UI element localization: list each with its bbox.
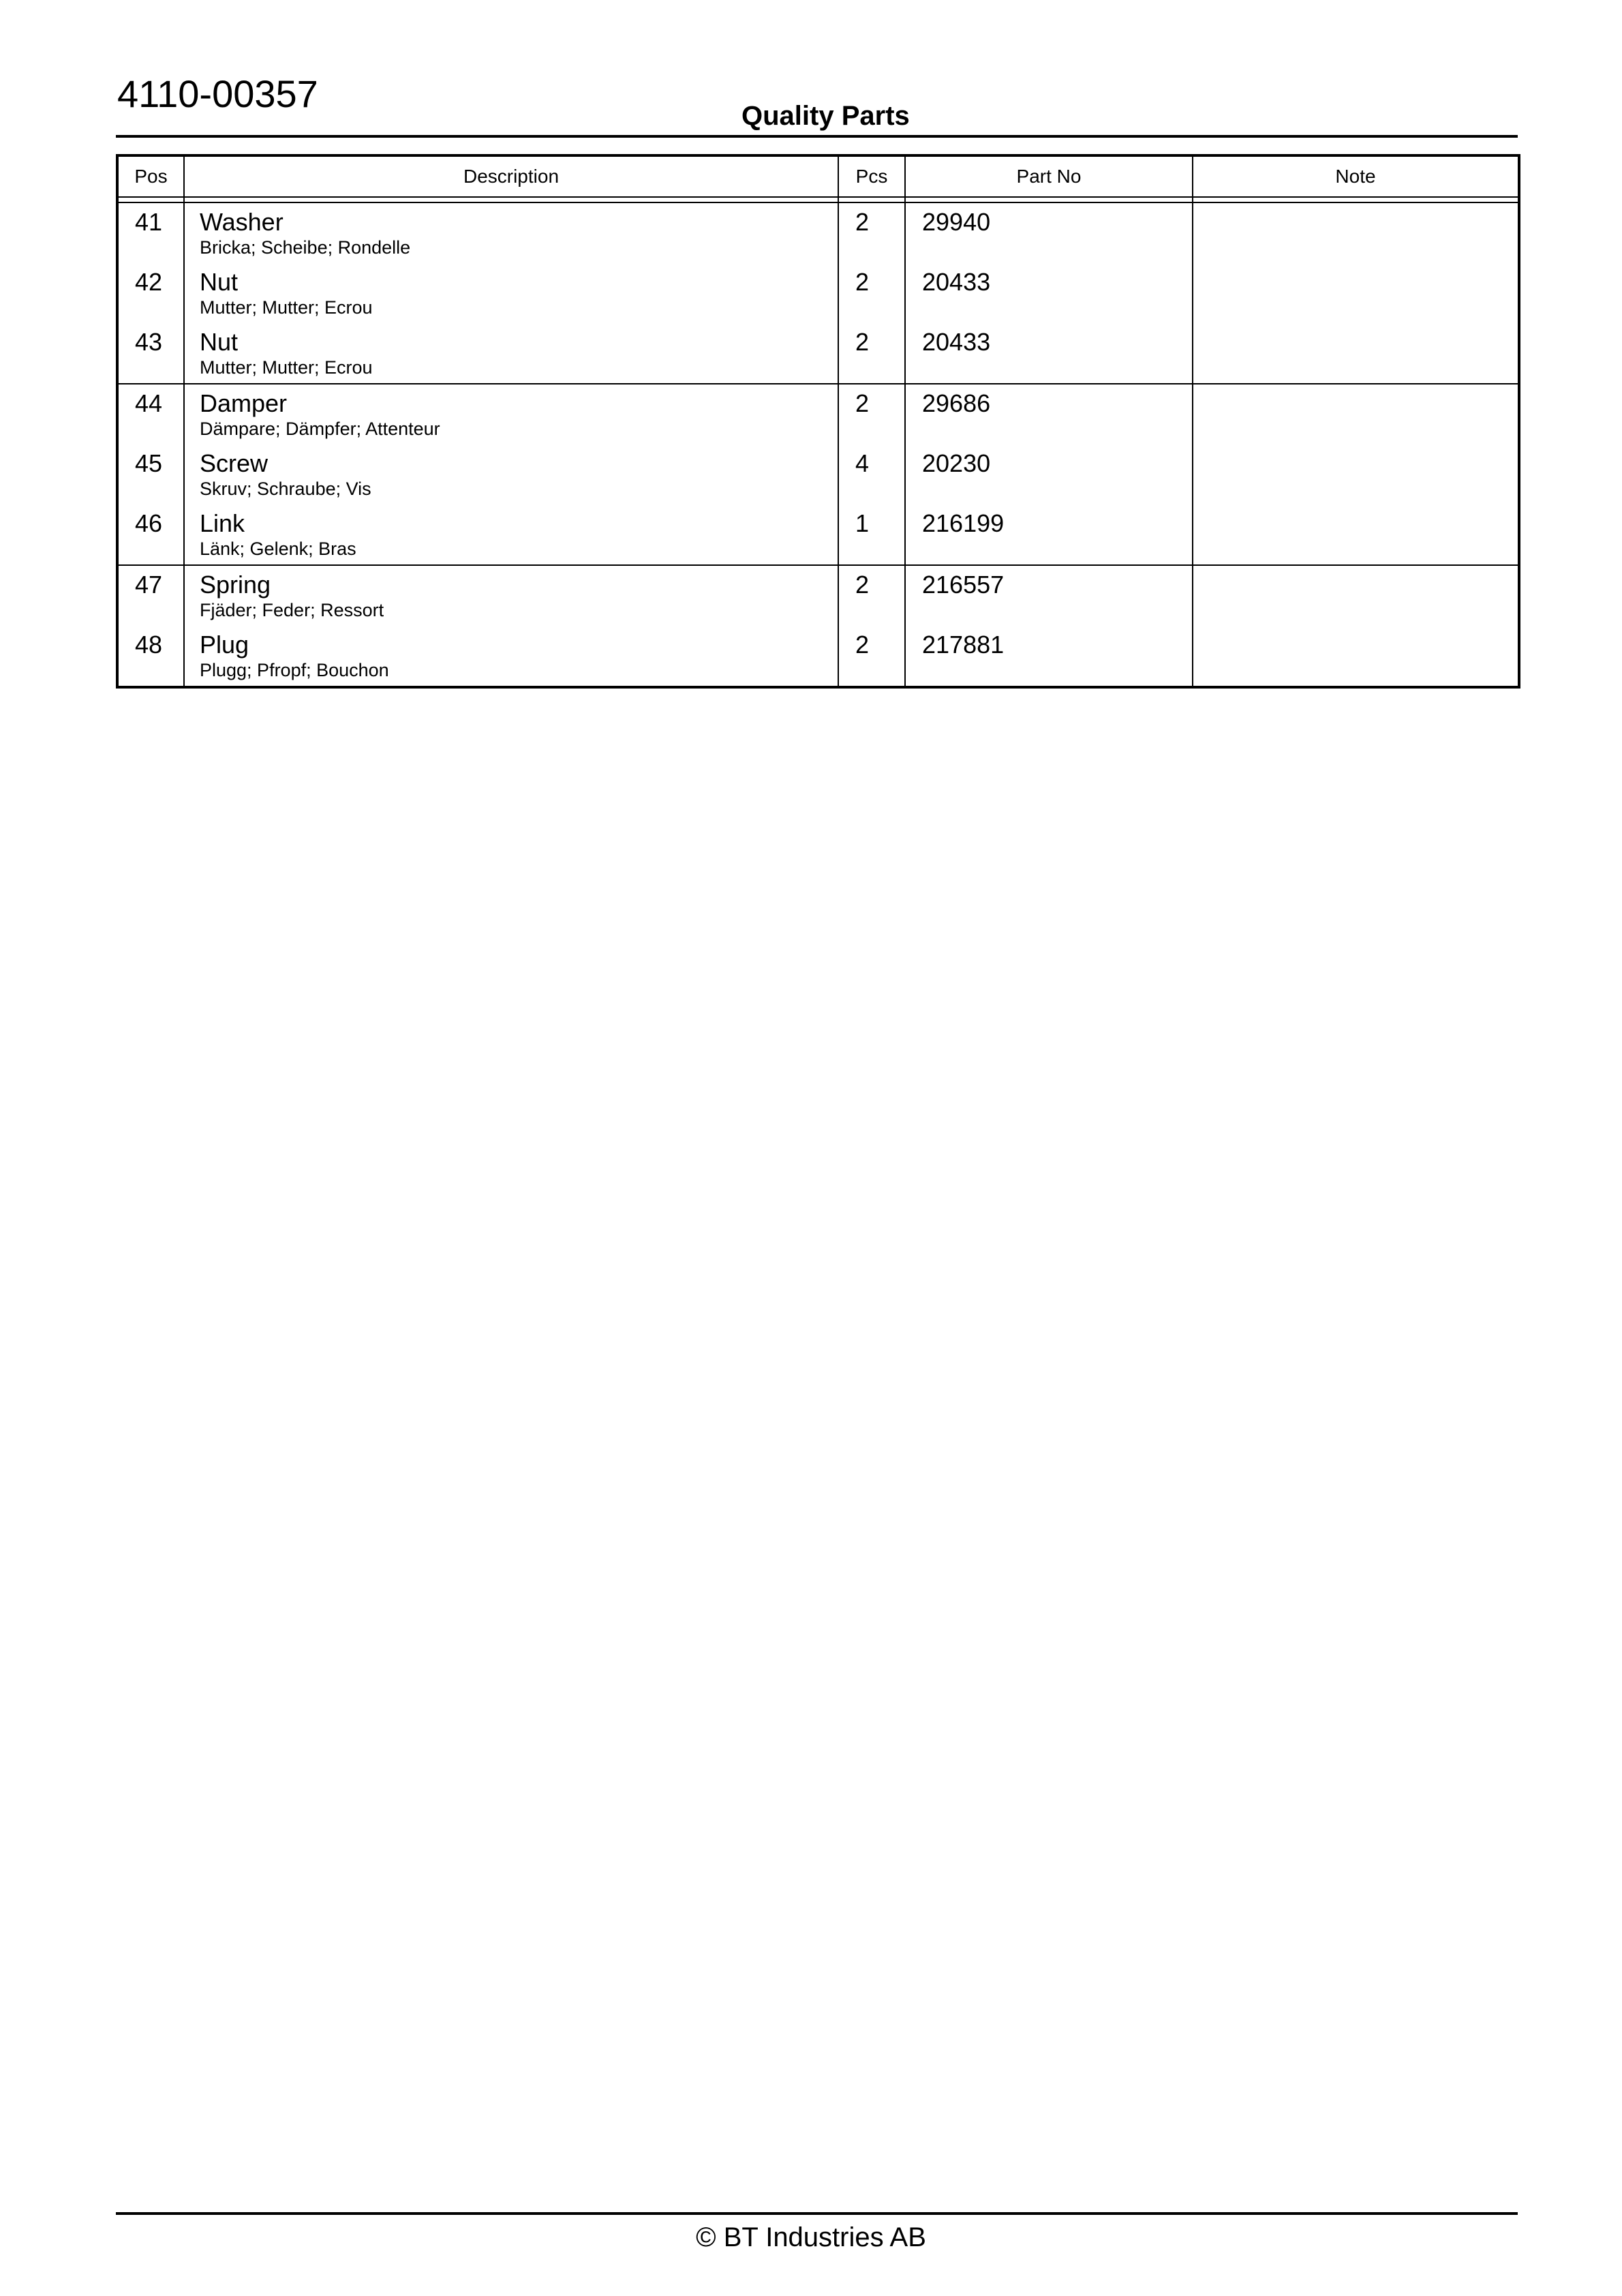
pos-cell: 47 [135,571,163,599]
part-number-cell: 20433 [922,268,991,296]
header-divider [116,135,1518,138]
pcs-cell: 2 [855,631,870,659]
note-cell [1193,203,1518,263]
pos-cell: 45 [135,449,163,477]
header-gap-row [117,197,1519,202]
part-number-cell: 216557 [922,571,1005,599]
note-cell [1193,626,1518,686]
note-cell [1193,504,1518,564]
pos-cell: 46 [135,509,163,537]
note-cell [1193,566,1518,626]
table-row [117,384,1519,444]
part-number-cell: 20230 [922,449,991,477]
table-row [117,263,1519,323]
pos-cell: 48 [135,631,163,659]
column-header-pos: Pos [117,155,184,197]
part-name: Washer [200,208,284,236]
column-header-pcs: Pcs [838,155,905,197]
note-cell [1193,384,1518,444]
note-cell [1193,263,1518,323]
pcs-cell: 2 [855,328,870,356]
note-cell [1193,444,1518,504]
pos-cell: 41 [135,208,163,236]
column-header-note: Note [1193,155,1519,197]
part-name: Nut [200,328,239,356]
column-header-part-no: Part No [905,155,1193,197]
part-name: Spring [200,571,271,599]
part-number-cell: 217881 [922,631,1005,659]
part-translations: Bricka; Scheibe; Rondelle [200,237,411,258]
table-row [117,565,1519,626]
part-number-cell: 20433 [922,328,991,356]
document-number: 4110-00357 [117,72,318,115]
pcs-cell: 2 [855,208,870,236]
part-translations: Mutter; Mutter; Ecrou [200,297,373,318]
pos-cell: 44 [135,389,163,417]
part-number-cell: 216199 [922,509,1005,537]
part-name: Nut [200,268,239,296]
parts-table [116,154,1520,689]
part-name: Plug [200,631,249,659]
column-header-description: Description [184,155,838,197]
part-name: Link [200,509,245,537]
pcs-cell: 2 [855,268,870,296]
part-translations: Fjäder; Feder; Ressort [200,599,384,620]
page-title: Quality Parts [741,101,910,131]
table-header-row [117,155,1519,197]
table-row [117,323,1519,384]
pcs-cell: 2 [855,571,870,599]
part-name: Damper [200,389,288,417]
footer-divider [116,2212,1518,2215]
part-number-cell: 29940 [922,208,991,236]
note-cell [1193,323,1518,383]
pcs-cell: 4 [855,449,870,477]
part-translations: Dämpare; Dämpfer; Attenteur [200,418,440,439]
pcs-cell: 2 [855,389,870,417]
part-name: Screw [200,449,269,477]
footer-copyright: © BT Industries AB [696,2222,926,2252]
pcs-cell: 1 [855,509,870,537]
table-row [117,504,1519,565]
table-row [117,626,1519,687]
part-number-cell: 29686 [922,389,991,417]
table-row [117,444,1519,504]
pos-cell: 43 [135,328,163,356]
table-row [117,202,1519,263]
pos-cell: 42 [135,268,163,296]
part-translations: Skruv; Schraube; Vis [200,478,371,499]
part-translations: Mutter; Mutter; Ecrou [200,357,373,378]
part-translations: Länk; Gelenk; Bras [200,538,356,559]
part-translations: Plugg; Pfropf; Bouchon [200,659,389,680]
